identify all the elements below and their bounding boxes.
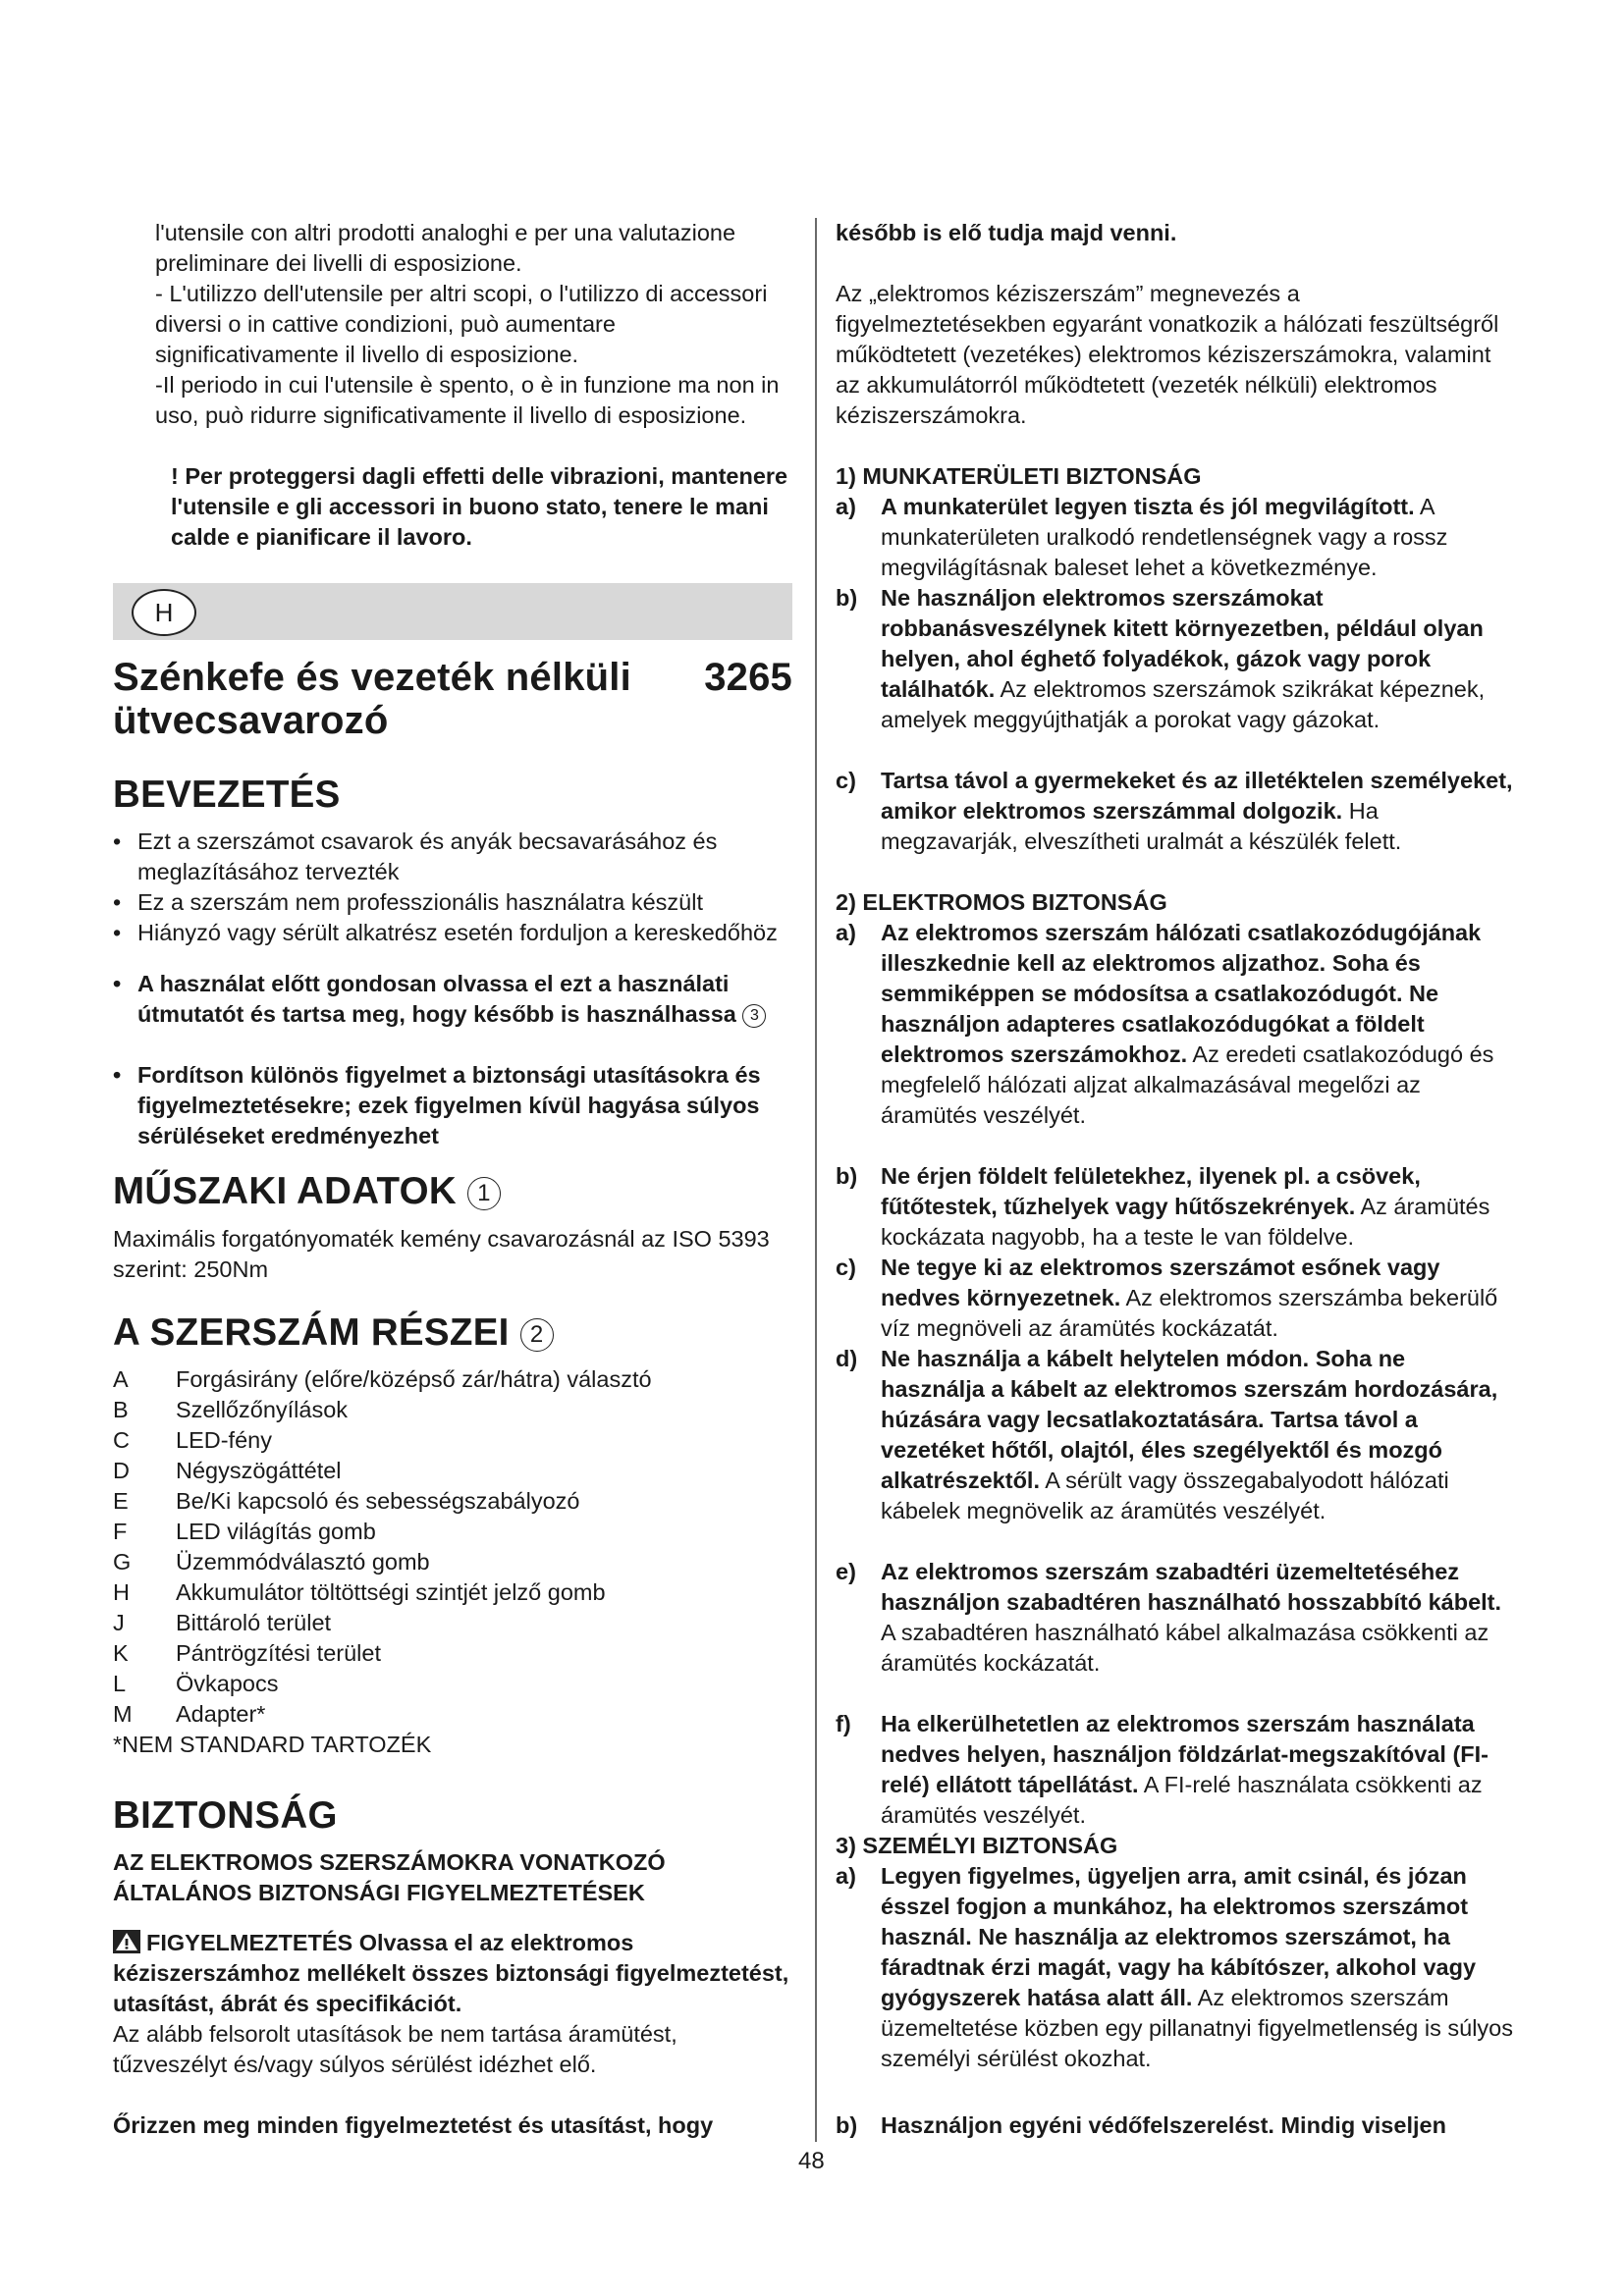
bullet-dot: • xyxy=(113,1062,122,1088)
definition-paragraph: Az „elektromos kéziszerszám” megnevezés a figyelmeztetésekben egyaránt vonatkozik a hálózati feszültségről működtetett (vezetékes) elektromos kéziszerszámokra, valamint az akkumulátorról működtetett (vezeték nélküli) elektromos kéziszerszámokra. xyxy=(836,281,1499,428)
intro-bullet-1: • Ezt a szerszámot csavarok és anyák becsavarásához és meglazításához tervezték xyxy=(113,828,718,884)
parts-heading: A SZERSZÁM RÉSZEI 2 xyxy=(113,1311,554,1355)
bullet-dot: • xyxy=(113,971,122,996)
warning-text: Az alább felsorolt utasítások be nem tartása áramütést, tűzveszélyt és/vagy súlyos sérülést idézhet elő. xyxy=(113,2021,677,2077)
italian-intro-line-2: preliminare dei livelli di esposizione. xyxy=(155,250,522,276)
bullet-dot: • xyxy=(113,889,122,915)
parts-note: *NEM STANDARD TARTOZÉK xyxy=(113,1732,432,1757)
tech-data-text: Maximális forgatónyomaték kemény csavarozásnál az ISO 5393 szerint: 250Nm xyxy=(113,1226,770,1282)
keep-instructions: Őrizzen meg minden figyelmeztetést és utasítást, hogy xyxy=(113,2112,714,2138)
page-number: 48 xyxy=(798,2148,825,2174)
product-title: Szénkefe és vezeték nélküli ütvecsavarozó xyxy=(113,656,631,742)
italian-intro-line-1: l'utensile con altri prodotti analoghi e per una valutazione xyxy=(155,220,736,245)
italian-vibration-warning: ! Per proteggersi dagli effetti delle vibrazioni, mantenere l'utensile e gli accessori in buono stato, tenere le mani calde e pianificare il lavoro. xyxy=(171,463,788,550)
column-divider xyxy=(815,218,817,2142)
figure-ref-3: 3 xyxy=(742,1004,766,1028)
language-badge: H xyxy=(132,589,196,636)
warning-paragraph: FIGYELMEZTETÉS Olvassa el az elektromos kéziszerszámhoz mellékelt összes biztonsági figyelmeztetést, utasítást, ábrát és specifikációt. xyxy=(113,1930,789,2016)
figure-ref-2: 2 xyxy=(520,1318,554,1352)
italian-dash-paragraph-1: - L'utilizzo dell'utensile per altri scopi, o l'utilizzo di accessori diversi o in cattive condizioni, può aumentare significativamente il livello di esposizione. xyxy=(155,281,768,367)
italian-dash-paragraph-2: -Il periodo in cui l'utensile è spento, o è in funzione ma non in uso, può ridurre significativamente il livello di esposizione. xyxy=(155,372,780,428)
section-2-heading: 2) ELEKTROMOS BIZTONSÁG xyxy=(836,889,1167,915)
safety-heading: BIZTONSÁG xyxy=(113,1794,338,1837)
bullet-dot: • xyxy=(113,920,122,945)
intro-bullet-5: • Fordítson különös figyelmet a biztonsági utasításokra és figyelmeztetésekre; ezek figyelmen kívül hagyása súlyos sérüléseket eredményezhet xyxy=(113,1062,761,1148)
intro-bullet-3: • Hiányzó vagy sérült alkatrész esetén forduljon a kereskedőhöz xyxy=(113,918,792,979)
warning-triangle-icon xyxy=(113,1930,140,1953)
figure-ref-1: 1 xyxy=(467,1177,501,1210)
section-1-heading: 1) MUNKATERÜLETI BIZTONSÁG xyxy=(836,463,1202,489)
intro-heading: BEVEZETÉS xyxy=(113,774,341,816)
intro-bullet-2: • Ez a szerszám nem professzionális használatra készült xyxy=(113,887,792,918)
product-number: 3265 xyxy=(704,656,792,699)
section-3-heading: 3) SZEMÉLYI BIZTONSÁG xyxy=(836,1833,1118,1858)
language-header-bar xyxy=(113,583,792,640)
bullet-dot: • xyxy=(113,828,122,854)
safety-subheading: AZ ELEKTROMOS SZERSZÁMOKRA VONATKOZÓ ÁLTALÁNOS BIZTONSÁGI FIGYELMEZTETÉSEK xyxy=(113,1849,666,1905)
keep-instructions-cont: később is elő tudja majd venni. xyxy=(836,220,1177,245)
tech-data-heading: MŰSZAKI ADATOK 1 xyxy=(113,1170,501,1213)
intro-bullet-4: • A használat előtt gondosan olvassa el ezt a használati útmutatót és tartsa meg, hogy később is használhassa 3 xyxy=(113,969,792,1060)
